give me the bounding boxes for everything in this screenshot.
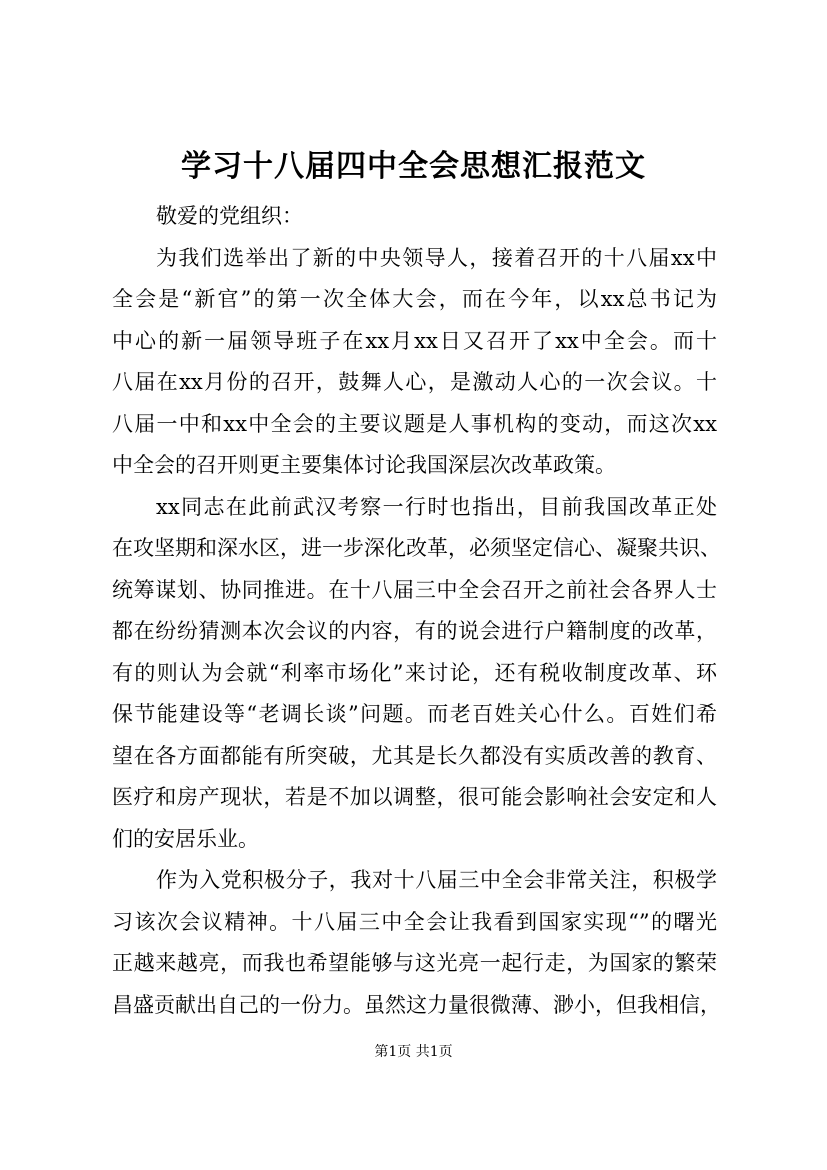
paragraph-line: 正越来越亮，而我也希望能够与这光亮一起行走，为国家的繁荣	[112, 951, 717, 975]
document-title: 学习十八届四中全会思想汇报范文	[181, 149, 646, 184]
paragraph-line: 八届一中和xx中全会的主要议题是人事机构的变动，而这次xx	[112, 411, 717, 436]
paragraph-line: 都在纷纷猜测本次会议的内容，有的说会进行户籍制度的改革，	[112, 619, 717, 643]
paragraph-line: 全会是“新官”的第一次全体大会，而在今年，以xx总书记为	[112, 287, 717, 311]
paragraph-line: xx同志在此前武汉考察一行时也指出，目前我国改革正处	[156, 494, 717, 519]
salutation: 敬爱的党组织：	[156, 204, 303, 228]
document-body	[112, 196, 721, 1026]
paragraph-line: 中全会的召开则更主要集体讨论我国深层次改革政策。	[112, 453, 616, 477]
paragraph-line: 有的则认为会就“利率市场化”来讨论，还有税收制度改革、环	[112, 660, 717, 685]
page-footer: 第1页 共1页	[374, 1044, 453, 1060]
paragraph-line: 保节能建设等“老调长谈”问题。而老百姓关心什么。百姓们希	[112, 702, 717, 726]
paragraph-line: 医疗和房产现状，若是不加以调整，很可能会影响社会安定和人	[112, 785, 717, 809]
paragraph-line: 八届在xx月份的召开，鼓舞人心，是激动人心的一次会议。十	[112, 370, 717, 394]
paragraph-line: 们的安居乐业。	[112, 826, 259, 851]
paragraph-line: 在攻坚期和深水区，进一步深化改革，必须坚定信心、凝聚共识、	[112, 536, 721, 560]
paragraph-line: 为我们选举出了新的中央领导人，接着召开的十八届xx中	[156, 245, 717, 270]
paragraph-line: 作为入党积极分子，我对十八届三中全会非常关注，积极学	[156, 868, 717, 892]
paragraph-line: 习该次会议精神。十八届三中全会让我看到国家实现“”的曙光	[112, 909, 717, 934]
paragraph-line: 中心的新一届领导班子在xx月xx日又召开了xx中全会。而十	[112, 328, 717, 353]
paragraph-line: 昌盛贡献出自己的一份力。虽然这力量很微薄、渺小，但我相信，	[112, 992, 721, 1017]
paragraph-line: 统筹谋划、协同推进。在十八届三中全会召开之前社会各界人士	[112, 577, 717, 602]
paragraph-line: 望在各方面都能有所突破，尤其是长久都没有实质改善的教育、	[112, 743, 717, 768]
